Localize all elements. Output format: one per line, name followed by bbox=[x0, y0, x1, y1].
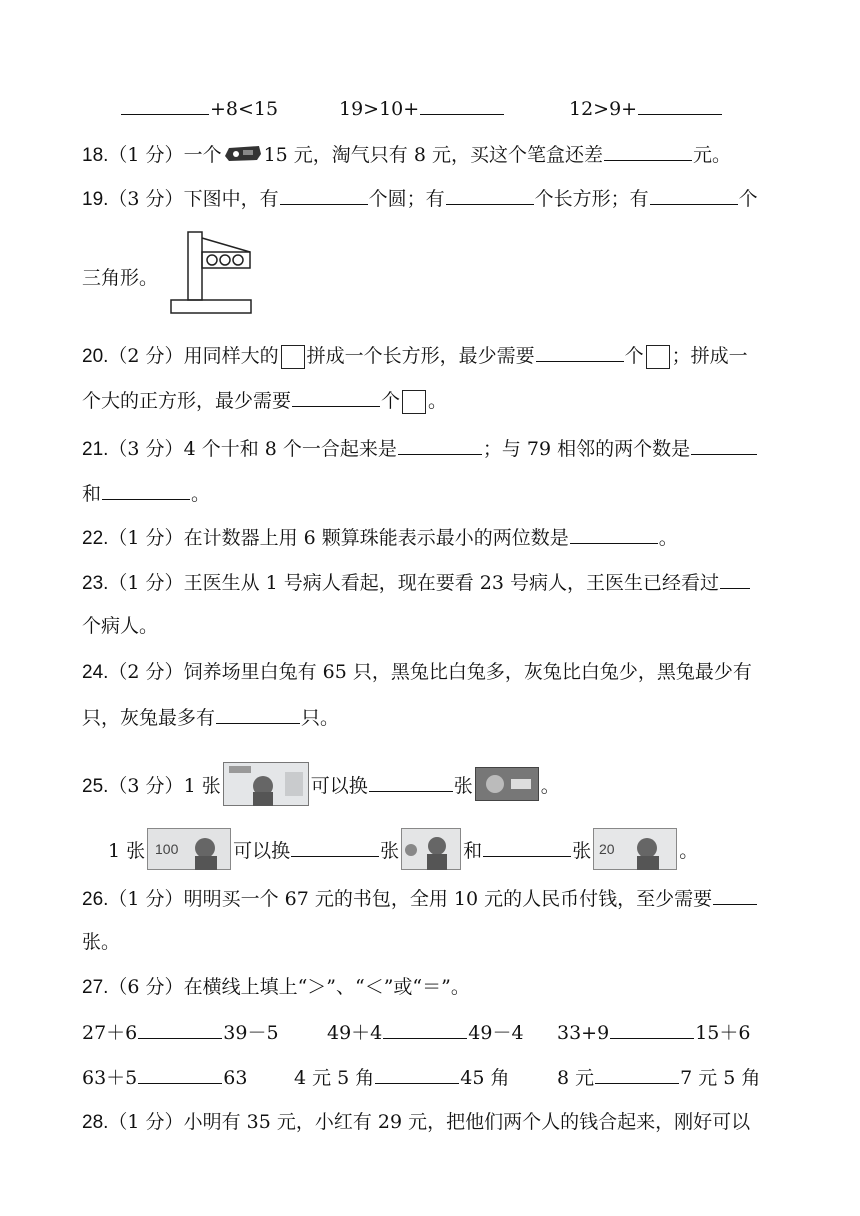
compare-right: 15＋6 bbox=[695, 1022, 751, 1044]
question-number: 21. bbox=[82, 439, 109, 460]
question-text: 下图中，有 bbox=[183, 188, 279, 210]
banknote-20-yuan-icon bbox=[593, 828, 677, 876]
question-21-cont bbox=[82, 481, 210, 506]
question-28 bbox=[82, 1110, 750, 1135]
question-23 bbox=[82, 570, 751, 596]
q19-blank-circles[interactable] bbox=[280, 186, 368, 205]
q18-blank[interactable] bbox=[604, 142, 692, 161]
q17-expr-b: 19>10+ bbox=[339, 98, 420, 120]
question-text: 。 bbox=[658, 527, 678, 549]
q25-blank-b[interactable] bbox=[291, 838, 379, 857]
square-icon bbox=[646, 345, 670, 369]
compare-left: 33+9 bbox=[557, 1022, 610, 1044]
question-score: （2 分） bbox=[108, 345, 184, 367]
question-26-cont bbox=[82, 930, 120, 954]
q17-blank-b[interactable] bbox=[420, 96, 504, 115]
shape-figure bbox=[168, 230, 254, 316]
question-19-cont bbox=[82, 266, 158, 290]
question-text: 。 bbox=[428, 390, 448, 412]
question-text: 一个 bbox=[183, 144, 222, 166]
question-number: 22. bbox=[82, 528, 109, 549]
compare-blank[interactable] bbox=[138, 1020, 222, 1039]
question-text: 个 bbox=[738, 188, 758, 210]
question-text: 在计数器上用 6 颗算珠能表示最小的两位数是 bbox=[183, 527, 569, 549]
question-19 bbox=[82, 186, 758, 212]
compare-blank[interactable] bbox=[595, 1065, 679, 1084]
question-text: 在横线上填上“＞”、“＜”或“＝”。 bbox=[183, 976, 470, 998]
question-number: 24. bbox=[82, 662, 109, 683]
q17-blank-c[interactable] bbox=[638, 96, 722, 115]
question-text: 张 bbox=[453, 775, 473, 797]
compare-item bbox=[327, 1020, 524, 1045]
question-score: （1 分） bbox=[108, 888, 184, 910]
question-22 bbox=[82, 525, 678, 551]
compare-item bbox=[82, 1020, 279, 1045]
question-text: 小明有 35 元，小红有 29 元，把他们两个人的钱合起来，刚好可以 bbox=[183, 1111, 751, 1133]
question-number: 18. bbox=[82, 145, 109, 166]
question-text: 只，灰兔最多有 bbox=[82, 707, 216, 729]
question-score: （1 分） bbox=[108, 572, 184, 594]
question-number: 27. bbox=[82, 977, 109, 998]
question-text: 可以换 bbox=[310, 775, 368, 797]
compare-blank[interactable] bbox=[375, 1065, 459, 1084]
question-score: （3 分） bbox=[108, 775, 184, 797]
question-score: （1 分） bbox=[108, 144, 184, 166]
q21-blank-b[interactable] bbox=[691, 436, 757, 455]
compare-item bbox=[294, 1065, 510, 1090]
question-number: 19. bbox=[82, 189, 109, 210]
question-text: ；与 79 相邻的两个数是 bbox=[482, 438, 691, 460]
q17-blank-a[interactable] bbox=[121, 96, 209, 115]
banknote-100-yuan-icon bbox=[223, 762, 309, 812]
compare-left: 63＋5 bbox=[82, 1067, 138, 1089]
question-24-cont bbox=[82, 705, 339, 730]
question-text: 只。 bbox=[301, 707, 340, 729]
question-26 bbox=[82, 886, 758, 912]
question-text: 明明买一个 67 元的书包，全用 10 元的人民币付钱，至少需要 bbox=[183, 888, 713, 910]
question-24 bbox=[82, 660, 752, 685]
q17-line bbox=[120, 96, 278, 121]
square-icon bbox=[281, 345, 305, 369]
question-text: 拼成一个长方形，最少需要 bbox=[306, 345, 535, 367]
question-text: 4 个十和 8 个一合起来是 bbox=[183, 438, 397, 460]
q21-blank-a[interactable] bbox=[398, 436, 482, 455]
question-text: 1 张 bbox=[183, 775, 221, 797]
compare-right: 45 角 bbox=[460, 1067, 510, 1089]
question-text: 个 bbox=[381, 390, 401, 412]
banknote-10-yuan-icon bbox=[475, 767, 539, 807]
question-23-cont bbox=[82, 614, 158, 638]
question-text: 饲养场里白兔有 65 只，黑兔比白兔多，灰兔比白兔少，黑兔最少有 bbox=[183, 661, 752, 683]
compare-item bbox=[557, 1020, 750, 1045]
compare-item bbox=[557, 1065, 760, 1090]
compare-right: 7 元 5 角 bbox=[680, 1067, 761, 1089]
q23-blank[interactable] bbox=[720, 570, 750, 589]
question-text: 个 bbox=[624, 345, 644, 367]
question-text: 1 张 bbox=[108, 840, 146, 862]
q22-blank[interactable] bbox=[570, 525, 658, 544]
question-21 bbox=[82, 436, 758, 462]
question-text: 用同样大的 bbox=[183, 345, 279, 367]
question-text: 。 bbox=[679, 840, 699, 862]
question-text: 个病人。 bbox=[82, 615, 159, 637]
compare-blank[interactable] bbox=[138, 1065, 222, 1084]
compare-right: 39－5 bbox=[223, 1022, 279, 1044]
q17-line-c bbox=[569, 96, 723, 121]
compare-left: 8 元 bbox=[557, 1067, 595, 1089]
question-number: 28. bbox=[82, 1112, 109, 1133]
q17-line-b bbox=[339, 96, 505, 121]
question-text: 三角形。 bbox=[82, 267, 159, 289]
question-score: （3 分） bbox=[108, 188, 184, 210]
banknote-100-yuan-new-icon bbox=[147, 828, 231, 876]
question-text: 个长方形；有 bbox=[534, 188, 649, 210]
question-text: 王医生从 1 号病人看起，现在要看 23 号病人，王医生已经看过 bbox=[183, 572, 719, 594]
pencil-case-icon bbox=[223, 142, 263, 170]
question-20 bbox=[82, 343, 748, 369]
q17-expr-a: +8<15 bbox=[210, 98, 279, 120]
q19-blank-triangles[interactable] bbox=[650, 186, 738, 205]
q20-blank-b[interactable] bbox=[292, 388, 380, 407]
question-text: 可以换 bbox=[233, 840, 291, 862]
q20-blank-a[interactable] bbox=[536, 343, 624, 362]
question-text: 个大的正方形，最少需要 bbox=[82, 390, 292, 412]
question-27 bbox=[82, 975, 470, 1000]
compare-left: 27＋6 bbox=[82, 1022, 138, 1044]
question-number: 26. bbox=[82, 889, 109, 910]
question-text: 。 bbox=[191, 483, 211, 505]
q24-blank[interactable] bbox=[216, 705, 300, 724]
question-text: 个圆；有 bbox=[368, 188, 445, 210]
q21-blank-c[interactable] bbox=[102, 481, 190, 500]
question-18 bbox=[82, 142, 731, 170]
compare-item bbox=[82, 1065, 247, 1090]
q26-blank[interactable] bbox=[713, 886, 757, 905]
question-text: ；拼成一 bbox=[671, 345, 748, 367]
question-20-cont bbox=[82, 388, 447, 414]
question-number: 23. bbox=[82, 573, 109, 594]
square-icon bbox=[402, 390, 426, 414]
compare-left: 4 元 5 角 bbox=[294, 1067, 375, 1089]
question-text: 和 bbox=[82, 483, 102, 505]
question-score: （1 分） bbox=[108, 527, 184, 549]
question-score: （1 分） bbox=[108, 1111, 184, 1133]
svg-text:100: 100 bbox=[155, 841, 179, 857]
svg-text:20: 20 bbox=[599, 841, 615, 857]
question-score: （6 分） bbox=[108, 976, 184, 998]
question-text: 张。 bbox=[82, 931, 121, 953]
compare-right: 49－4 bbox=[468, 1022, 524, 1044]
question-score: （2 分） bbox=[108, 661, 184, 683]
q19-blank-rectangles[interactable] bbox=[446, 186, 534, 205]
question-number: 25. bbox=[82, 776, 109, 797]
question-text: 张 bbox=[380, 840, 400, 862]
question-25 bbox=[82, 762, 560, 812]
question-text: 和 bbox=[463, 840, 483, 862]
question-score: （3 分） bbox=[108, 438, 184, 460]
compare-blank[interactable] bbox=[610, 1020, 694, 1039]
banknote-50-yuan-icon bbox=[401, 828, 461, 876]
q17-expr-c: 12>9+ bbox=[569, 98, 638, 120]
question-text: 。 bbox=[540, 775, 560, 797]
compare-right: 63 bbox=[223, 1067, 248, 1089]
question-text: 张 bbox=[572, 840, 592, 862]
question-text: 元。 bbox=[692, 144, 731, 166]
compare-blank[interactable] bbox=[383, 1020, 467, 1039]
compare-left: 49＋4 bbox=[327, 1022, 383, 1044]
q25-blank-c[interactable] bbox=[483, 838, 571, 857]
question-number: 20. bbox=[82, 346, 109, 367]
question-text: 15 元，淘气只有 8 元，买这个笔盒还差 bbox=[263, 144, 603, 166]
q25-blank-a[interactable] bbox=[369, 773, 453, 792]
question-25-cont bbox=[108, 828, 698, 876]
